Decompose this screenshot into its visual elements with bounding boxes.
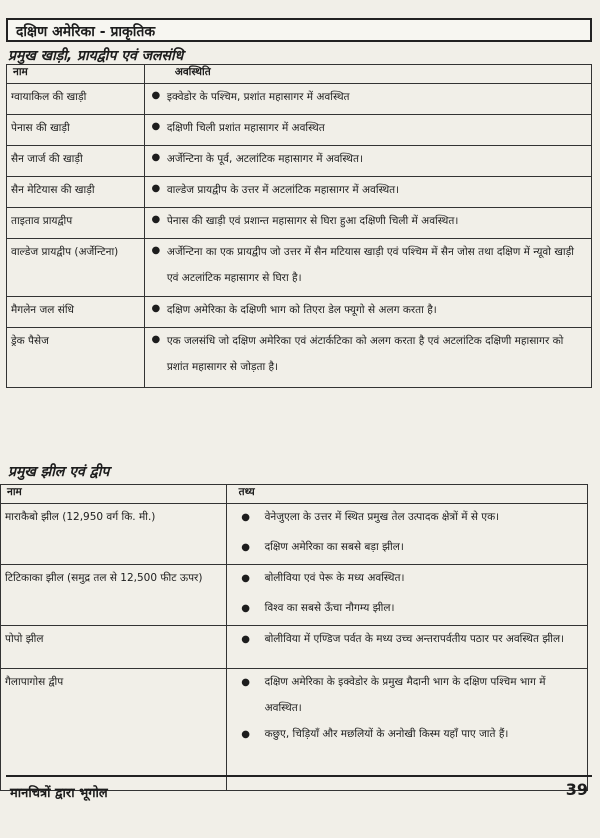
gulfs-table [6, 64, 592, 388]
bullet-icon: ● [151, 152, 161, 163]
fact-text: अर्जेन्टिना के पूर्व, अटलांटिक महासागर में अवस्थित। [166, 153, 363, 165]
bullet-icon: ● [151, 303, 161, 314]
table-header-row [1, 485, 588, 504]
fact-text: बोलीविया एवं पेरू के मध्य अवस्थित। [264, 572, 405, 584]
fact-item [145, 115, 591, 145]
table-row [7, 177, 592, 208]
fact-item [145, 146, 591, 176]
fact-text: इक्वेडोर के पश्चिम, प्रशांत महासागर में अवस्थित [166, 91, 350, 103]
fact-item [227, 534, 587, 564]
row-facts [144, 239, 591, 297]
bullet-icon: ● [241, 542, 250, 553]
row-facts [144, 115, 591, 146]
fact-item [227, 565, 587, 595]
bullet-icon: ● [241, 677, 250, 688]
bullet-icon: ● [151, 183, 161, 194]
fact-text: दक्षिण अमेरिका के दक्षिणी भाग को तिएरा डेल फ्यूगो से अलग करता है। [166, 304, 437, 316]
table-row [1, 669, 588, 791]
bullet-icon: ● [151, 245, 161, 256]
row-facts [144, 208, 591, 239]
row-name: ताइताव प्रायद्वीप [7, 208, 145, 239]
table-row [7, 208, 592, 239]
fact-text: दक्षिण अमेरिका के इक्वेडोर के प्रमुख मैदानी भाग के दक्षिण पश्चिम भाग में अवस्थित। [264, 676, 546, 714]
row-name: पोपो झील [1, 626, 227, 669]
fact-text: विश्व का सबसे ऊँचा नौगम्य झील। [264, 602, 395, 614]
row-name: सैन जार्ज की खाड़ी [7, 146, 145, 177]
lakes-table [0, 484, 588, 791]
bullet-icon: ● [151, 90, 161, 101]
fact-item [145, 208, 591, 238]
fact-item [227, 504, 587, 534]
table-row [1, 504, 588, 565]
footer-divider [6, 775, 592, 777]
row-facts [226, 565, 587, 626]
bullet-icon: ● [241, 603, 250, 614]
bullet-icon: ● [241, 573, 250, 584]
row-name: वाल्डेज प्रायद्वीप (अर्जेन्टिना) [7, 239, 145, 297]
bullet-icon: ● [241, 634, 250, 645]
fact-text: पेनास की खाड़ी एवं प्रशान्त महासागर से घिरा हुआ दक्षिणी चिली में अवस्थित। [166, 215, 459, 227]
row-facts [144, 146, 591, 177]
table-row [7, 239, 592, 297]
row-name: गैलापागोस द्वीप [1, 669, 227, 791]
table-row [7, 115, 592, 146]
table-row [7, 328, 592, 388]
bullet-icon: ● [151, 214, 161, 225]
row-name: टिटिकाका झील (समुद्र तल से 12,500 फीट ऊपर) [1, 565, 227, 626]
chapter-header [6, 18, 592, 42]
table-row [7, 146, 592, 177]
section1-title: प्रमुख खाड़ी, प्रायद्वीप एवं जलसंधि [8, 48, 184, 64]
row-facts [144, 177, 591, 208]
row-facts [226, 504, 587, 565]
row-facts [144, 297, 591, 328]
fact-text: दक्षिण अमेरिका का सबसे बड़ा झील। [264, 541, 404, 553]
bullet-icon: ● [151, 334, 161, 345]
fact-text: कछुए, चिड़ियाँ और मछलियों के अनोखी किस्म यहाँ पाए जाते हैं। [264, 728, 509, 740]
bullet-icon: ● [241, 512, 250, 523]
fact-item [227, 595, 587, 625]
col-header-name: नाम [7, 65, 145, 84]
col-header-name: नाम [1, 485, 227, 504]
table-row [7, 297, 592, 328]
fact-item [145, 177, 591, 207]
fact-item [227, 721, 587, 751]
fact-item [145, 328, 591, 380]
row-facts [226, 626, 587, 669]
col-header-status: अवस्थिति [144, 65, 591, 84]
table-row [1, 626, 588, 669]
row-facts [144, 328, 591, 388]
row-name: मैगलेन जल संधि [7, 297, 145, 328]
bullet-icon: ● [151, 121, 161, 132]
fact-text: दक्षिणी चिली प्रशांत महासागर में अवस्थित [166, 122, 325, 134]
row-facts [226, 669, 587, 791]
row-name: माराकैबो झील (12,950 वर्ग कि. मी.) [1, 504, 227, 565]
table-row [1, 565, 588, 626]
fact-item [227, 626, 587, 656]
row-name: सैन मेटियास की खाड़ी [7, 177, 145, 208]
row-facts [144, 84, 591, 115]
row-name: ड्रेक पैसेज [7, 328, 145, 388]
fact-text: अर्जेन्टिना का एक प्रायद्वीप जो उत्तर में सैन मटियास खाड़ी एवं पश्चिम में सैन जोस तथा दक्षिण में न्यूवो खाड़ी एवं अटलांटिक महासागर से घिरा है। [166, 246, 574, 284]
page-number: 39 [565, 780, 588, 799]
table-header-row [7, 65, 592, 84]
fact-text: बोलीविया में एण्डिज पर्वत के मध्य उच्च अन्तरापर्वतीय पठार पर अवस्थित झील। [264, 633, 565, 645]
fact-item [145, 84, 591, 114]
fact-text: एक जलसंधि जो दक्षिण अमेरिका एवं अंटार्कटिका को अलग करता है एवं अटलांटिक दक्षिणी महासागर को प्रशांत महासागर से जोड़ता है। [166, 335, 564, 373]
fact-item [227, 669, 587, 721]
footer-book-title: मानचित्रों द्वारा भूगोल [10, 786, 108, 801]
bullet-icon: ● [241, 729, 250, 740]
row-name: पेनास की खाड़ी [7, 115, 145, 146]
row-name: ग्वायाकिल की खाड़ी [7, 84, 145, 115]
fact-item [145, 297, 591, 327]
fact-text: वाल्डेज प्रायद्वीप के उत्तर में अटलांटिक महासागर में अवस्थित। [166, 184, 400, 196]
col-header-facts: तथ्य [226, 485, 587, 504]
section2-title: प्रमुख झील एवं द्वीप [8, 464, 110, 480]
chapter-title: दक्षिण अमेरिका - प्राकृतिक [16, 24, 156, 40]
table-row [7, 84, 592, 115]
fact-text: वेनेजुएला के उत्तर में स्थित प्रमुख तेल उत्पादक क्षेत्रों में से एक। [264, 511, 500, 523]
fact-item [145, 239, 591, 291]
